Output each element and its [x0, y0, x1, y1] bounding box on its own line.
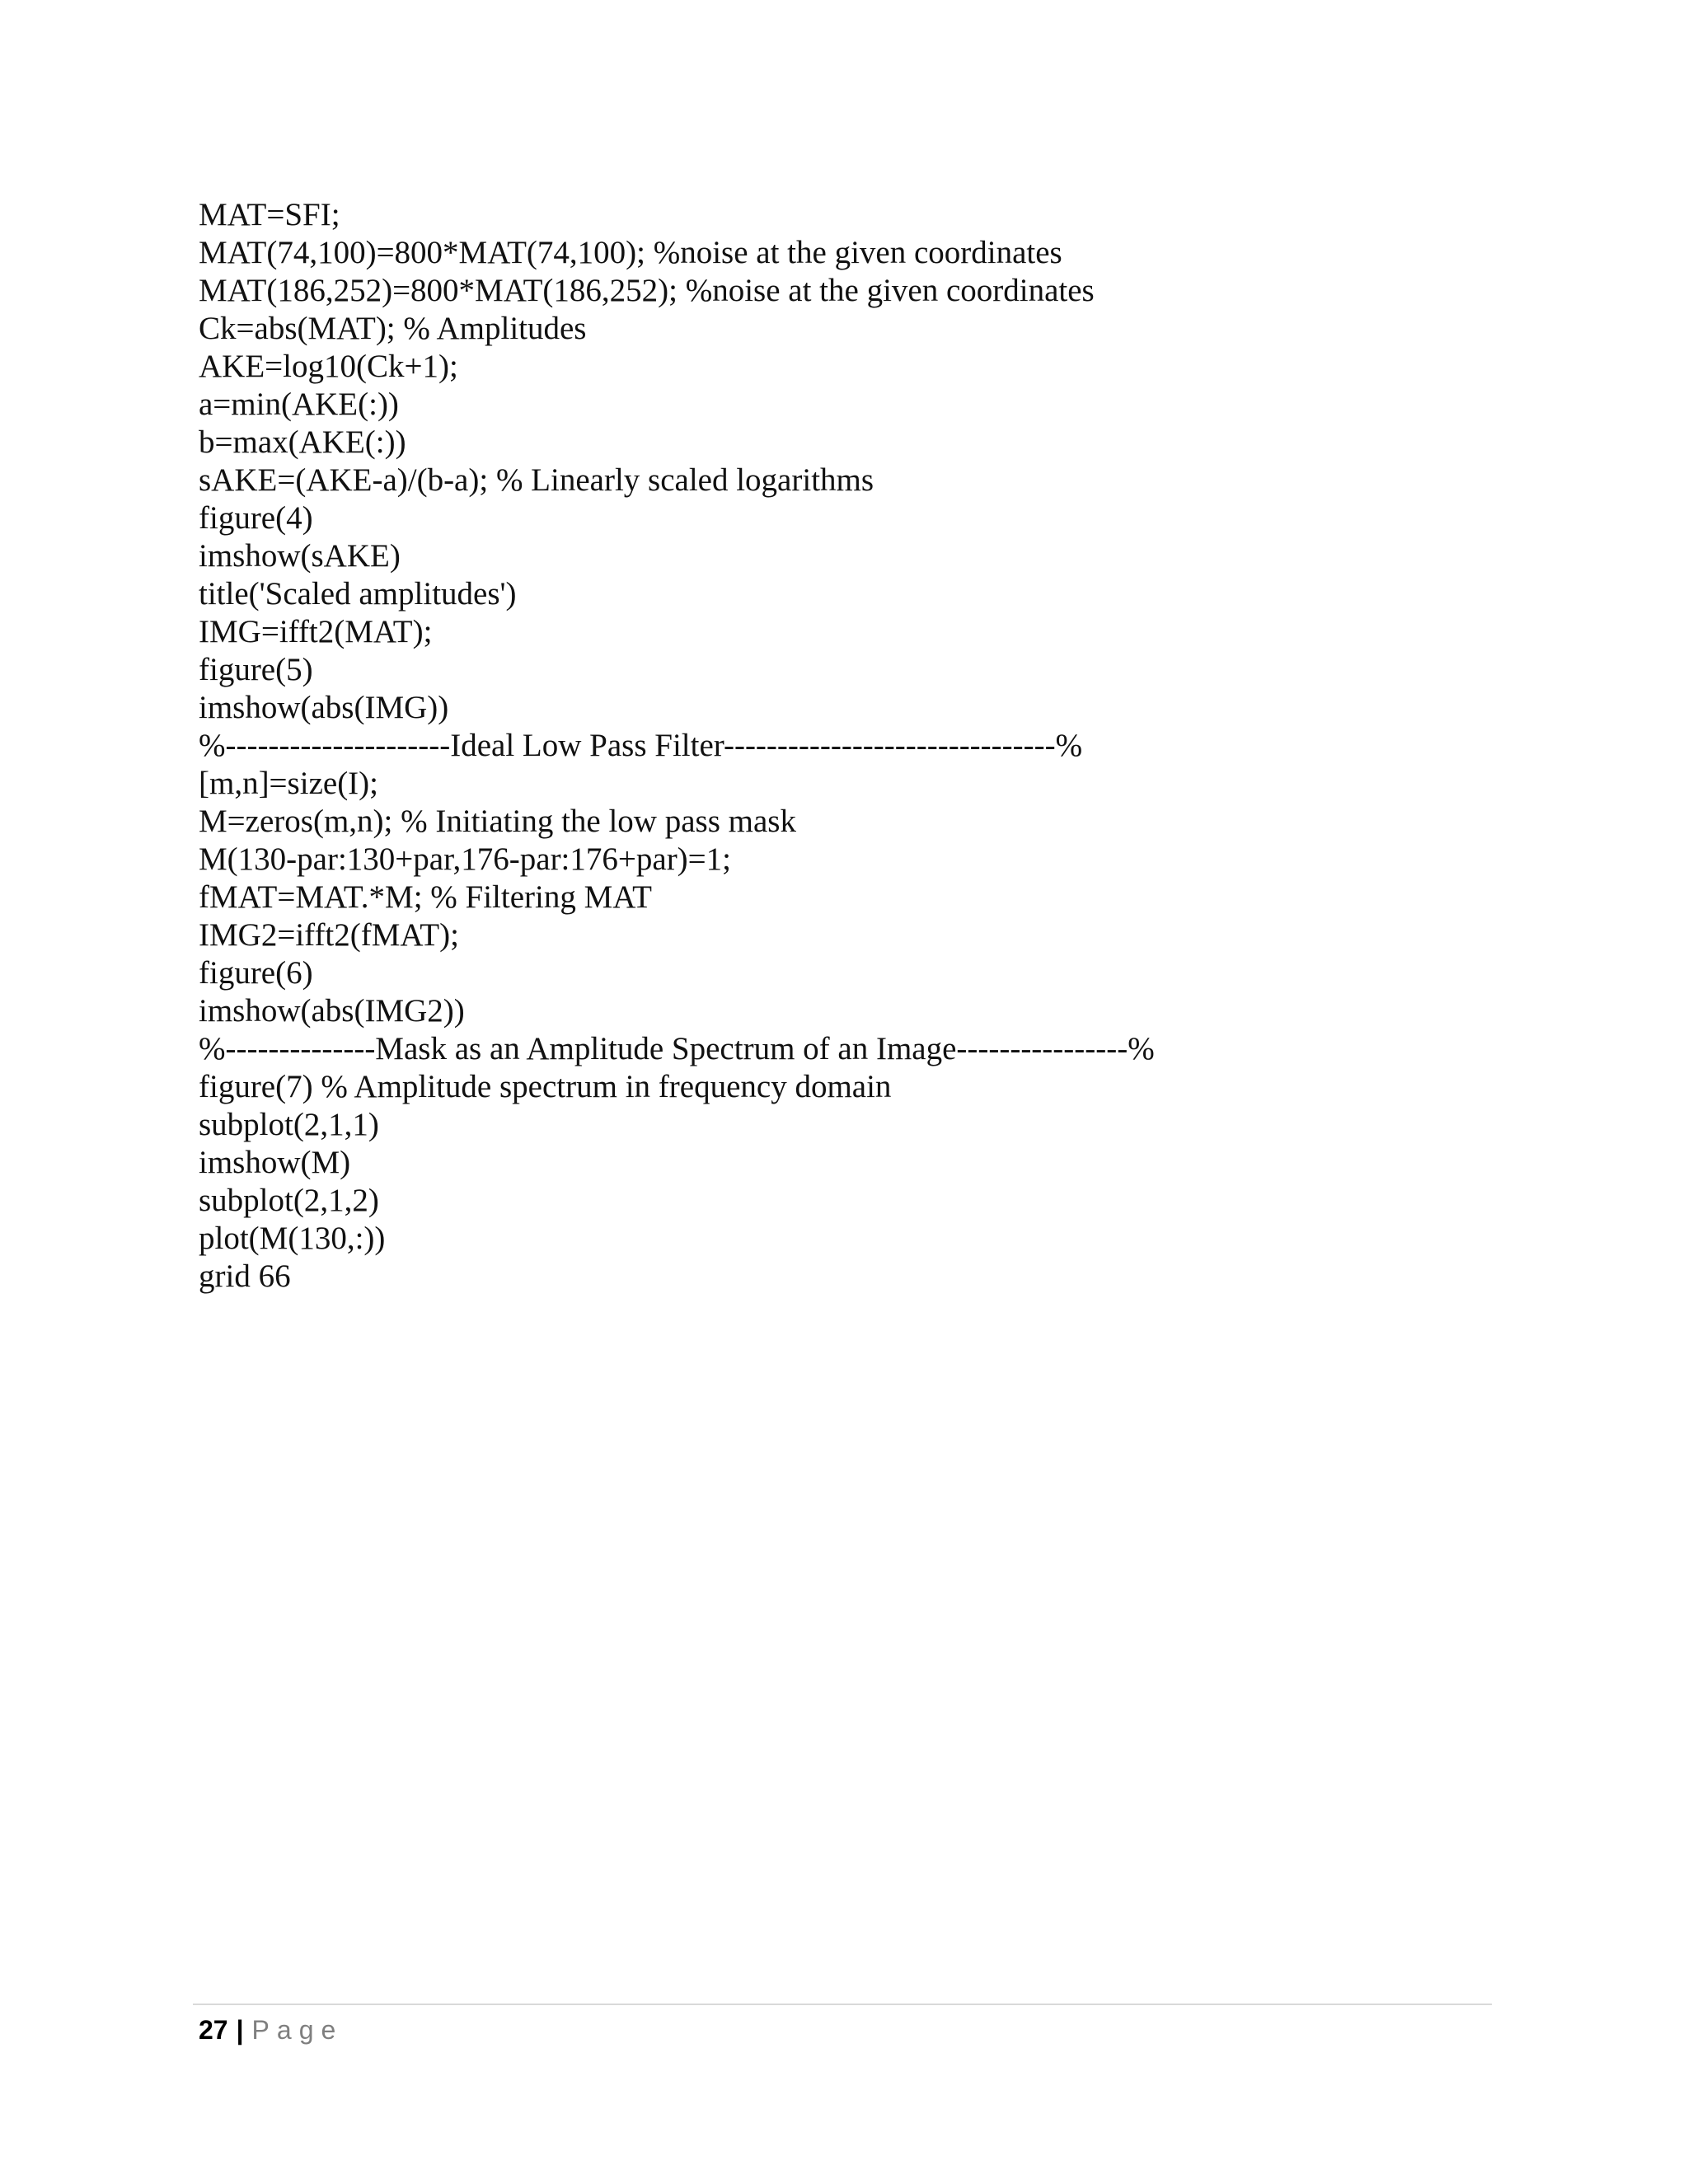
code-line: figure(5)	[199, 652, 313, 687]
code-line: title('Scaled amplitudes')	[199, 576, 517, 612]
page-footer	[199, 2012, 343, 2048]
code-line: a=min(AKE(:))	[199, 387, 399, 422]
code-line: imshow(abs(IMG2))	[199, 993, 465, 1029]
code-line: sAKE=(AKE-a)/(b-a); % Linearly scaled logarithms	[199, 462, 874, 498]
code-line: IMG2=ifft2(fMAT);	[199, 917, 459, 953]
code-line: M=zeros(m,n); % Initiating the low pass mask	[199, 804, 796, 839]
code-line: AKE=log10(Ck+1);	[199, 349, 458, 384]
footer-divider	[193, 2004, 1492, 2005]
code-listing	[199, 196, 1155, 1296]
code-line: b=max(AKE(:))	[199, 424, 406, 460]
code-line: plot(M(130,:))	[199, 1221, 386, 1256]
code-line: figure(4)	[199, 500, 313, 536]
code-line: %--------------Mask as an Amplitude Spectrum of an Image----------------%	[199, 1031, 1155, 1066]
code-line: MAT=SFI;	[199, 197, 340, 232]
page-number: 27	[199, 2015, 228, 2045]
code-line: imshow(sAKE)	[199, 538, 401, 574]
code-line: grid 66	[199, 1258, 291, 1294]
code-line: imshow(M)	[199, 1145, 351, 1180]
code-line: M(130-par:130+par,176-par:176+par)=1;	[199, 841, 731, 877]
code-line: subplot(2,1,1)	[199, 1107, 379, 1142]
code-line: subplot(2,1,2)	[199, 1183, 379, 1218]
code-line: MAT(186,252)=800*MAT(186,252); %noise at the given coordinates	[199, 273, 1095, 308]
code-line: imshow(abs(IMG))	[199, 690, 449, 725]
code-line: fMAT=MAT.*M; % Filtering MAT	[199, 879, 652, 915]
code-line: figure(6)	[199, 955, 313, 991]
page-label: Page	[251, 2015, 344, 2045]
footer-separator: |	[236, 2015, 244, 2045]
code-line: MAT(74,100)=800*MAT(74,100); %noise at the given coordinates	[199, 235, 1062, 270]
code-line: Ck=abs(MAT); % Amplitudes	[199, 311, 587, 346]
code-line: %---------------------Ideal Low Pass Filter-------------------------------%	[199, 728, 1083, 763]
code-line: [m,n]=size(I);	[199, 766, 378, 801]
code-line: figure(7) % Amplitude spectrum in frequency domain	[199, 1069, 892, 1104]
code-line: IMG=ifft2(MAT);	[199, 614, 433, 649]
